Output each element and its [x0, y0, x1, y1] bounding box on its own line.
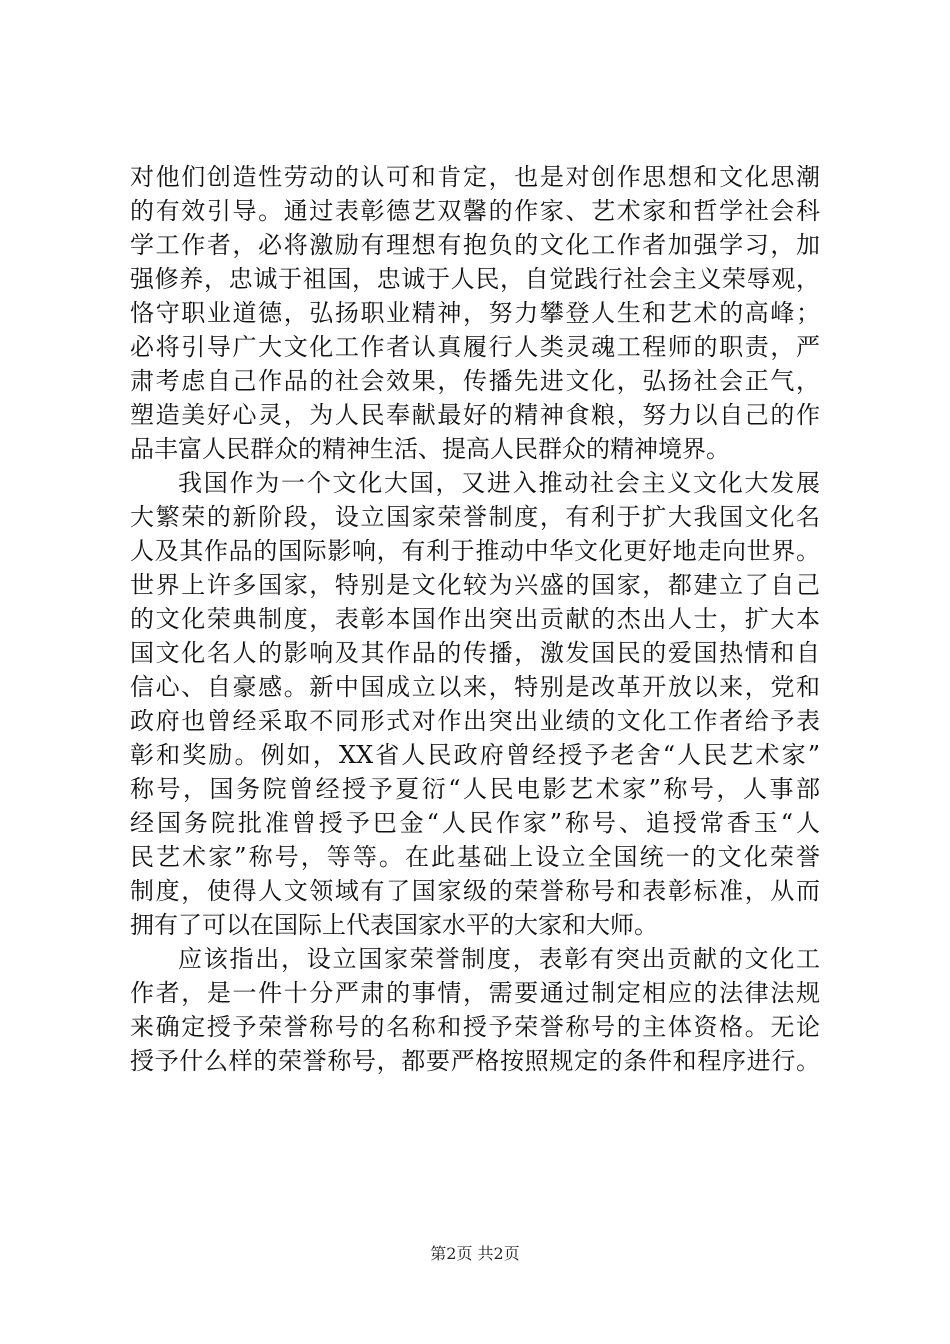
text-line: 的文化荣典制度，表彰本国作出突出贡献的杰出人士，扩大本: [130, 605, 820, 633]
text-line: 强修养，忠诚于祖国，忠诚于人民，自觉践行社会主义荣辱观，: [130, 265, 820, 293]
text-line: 必将引导广大文化工作者认真履行人类灵魂工程师的职责，严: [130, 333, 820, 361]
text-line: 恪守职业道德，弘扬职业精神，努力攀登人生和艺术的高峰；: [130, 299, 820, 327]
text-line: 塑造美好心灵，为人民奉献最好的精神食粮，努力以自己的作: [130, 401, 820, 429]
page-number-footer: 第2页 共2页: [430, 1244, 520, 1263]
text-line: 授予什么样的荣誉称号，都要严格按照规定的条件和程序进行。: [130, 1047, 820, 1075]
text-line: 拥有了可以在国际上代表国家水平的大家和大师。: [130, 911, 658, 939]
text-line: 大繁荣的新阶段，设立国家荣誉制度，有利于扩大我国文化名: [130, 503, 820, 531]
paragraph-3: [130, 942, 820, 1078]
paragraph-1: [130, 160, 820, 466]
text-line: 政府也曾经采取不同形式对作出突出业绩的文化工作者给予表: [130, 707, 820, 735]
text-line: 国文化名人的影响及其作品的传播，激发国民的爱国热情和自: [130, 639, 820, 667]
text-line: 彰和奖励。例如，XX省人民政府曾经授予老舍“人民艺术家”: [130, 741, 820, 769]
text-line: 人及其作品的国际影响，有利于推动中华文化更好地走向世界。: [130, 537, 820, 565]
text-line: 经国务院批准曾授予巴金“人民作家”称号、追授常香玉“人: [130, 809, 820, 837]
text-line: 信心、自豪感。新中国成立以来，特别是改革开放以来，党和: [130, 673, 820, 701]
document-body: [130, 160, 820, 1078]
text-line: 我国作为一个文化大国，又进入推动社会主义文化大发展: [178, 469, 820, 497]
text-line: 肃考虑自己作品的社会效果，传播先进文化，弘扬社会正气，: [130, 367, 820, 395]
text-line: 称号，国务院曾经授予夏衍“人民电影艺术家”称号，人事部: [130, 775, 820, 803]
text-line: 民艺术家”称号，等等。在此基础上设立全国统一的文化荣誉: [130, 843, 820, 871]
text-line: 对他们创造性劳动的认可和肯定，也是对创作思想和文化思潮: [130, 163, 820, 191]
text-line: 学工作者，必将激励有理想有抱负的文化工作者加强学习，加: [130, 231, 820, 259]
text-line: 品丰富人民群众的精神生活、提高人民群众的精神境界。: [130, 435, 730, 463]
text-line: 的有效引导。通过表彰德艺双馨的作家、艺术家和哲学社会科: [130, 197, 820, 225]
text-line: 应该指出，设立国家荣誉制度，表彰有突出贡献的文化工: [178, 945, 820, 973]
text-line: 世界上许多国家，特别是文化较为兴盛的国家，都建立了自己: [130, 571, 820, 599]
text-line: 来确定授予荣誉称号的名称和授予荣誉称号的主体资格。无论: [130, 1013, 820, 1041]
text-line: 制度，使得人文领域有了国家级的荣誉称号和表彰标准，从而: [130, 877, 820, 905]
paragraph-2: [130, 466, 820, 942]
text-line: 作者，是一件十分严肃的事情，需要通过制定相应的法律法规: [130, 979, 820, 1007]
